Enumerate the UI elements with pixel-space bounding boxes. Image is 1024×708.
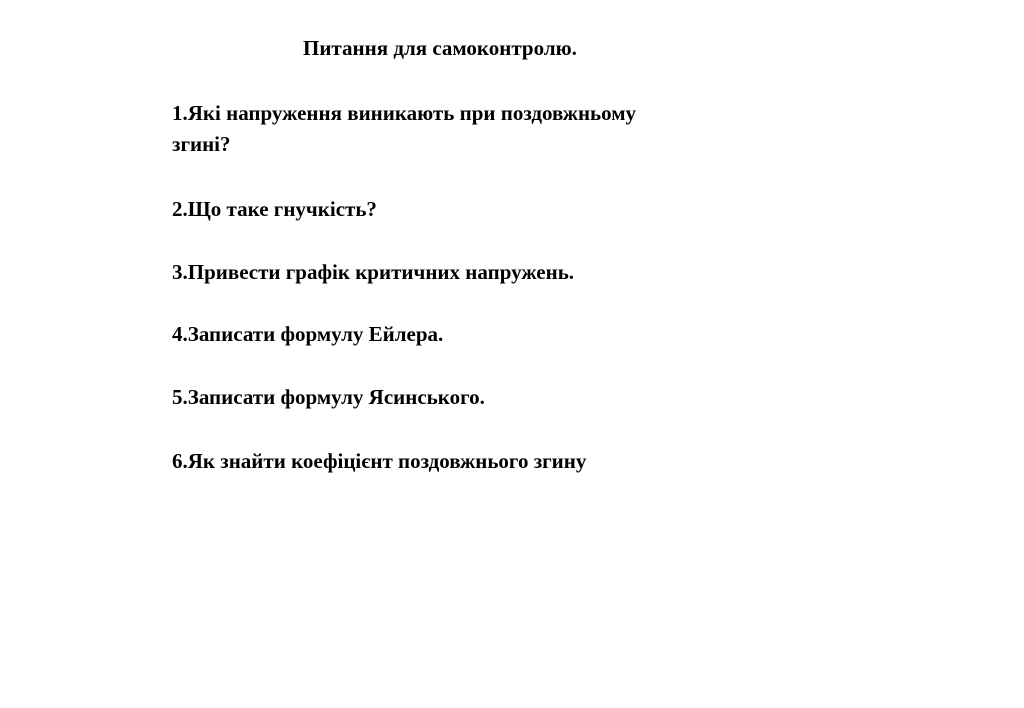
page-title: Питання для самоконтролю. [303,36,577,60]
question-3: 3.Привести графік критичних напружень. [172,260,575,284]
question-1-line-2: згині? [172,132,231,156]
question-5: 5.Записати формулу Ясинського. [172,385,485,409]
question-2: 2.Що таке гнучкість? [172,197,377,221]
question-1-line-1: 1.Які напруження виникають при поздовжньому [172,101,637,125]
question-4: 4.Записати формулу Ейлера. [172,322,444,346]
question-6: 6.Як знайти коефіцієнт поздовжнього згину [172,449,587,473]
